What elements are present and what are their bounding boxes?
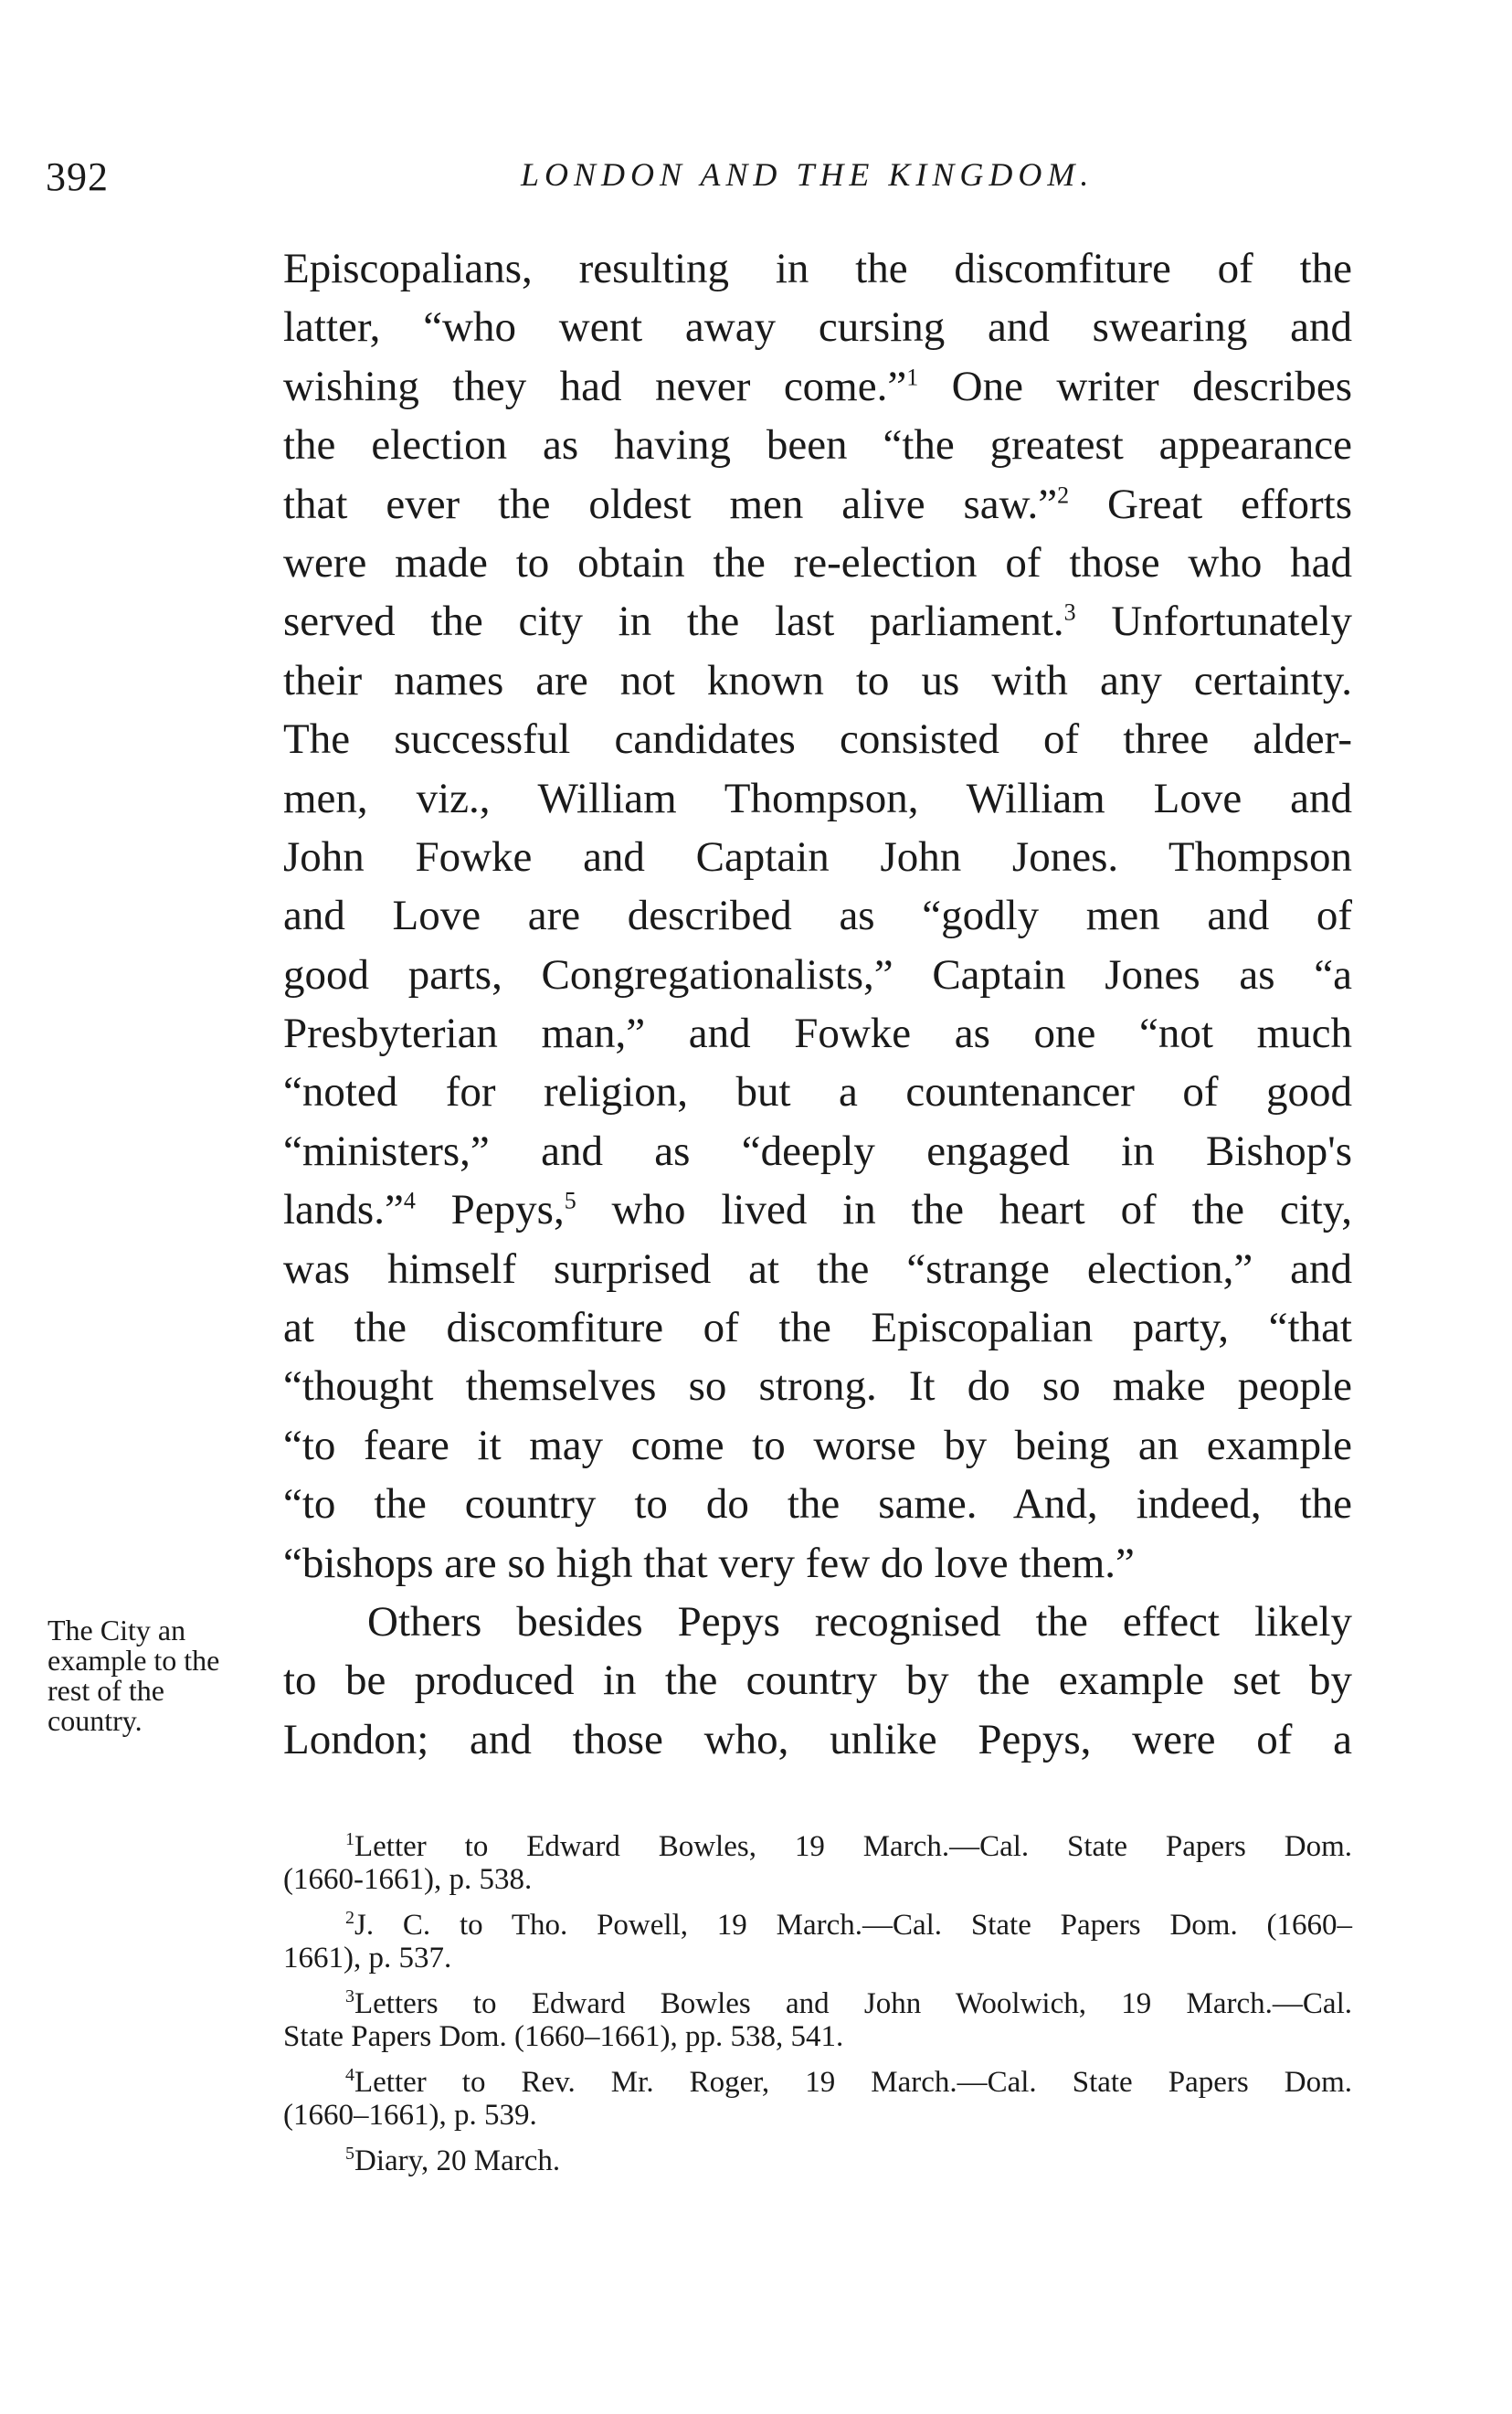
footnote-mark: 4 bbox=[345, 2065, 354, 2085]
text-line: men, viz., William Thompson, William Love and bbox=[283, 774, 1352, 822]
text-line: “ministers,” and as “deeply engaged in Bishop's bbox=[283, 1127, 1352, 1175]
footnote-ref: 5 bbox=[564, 1187, 576, 1214]
footnote-ref: 1 bbox=[906, 364, 919, 391]
footnote: $^1$Letter to Edward Bowles, 19 March.—Cal. State Papers Dom. (1660-1661), p. 538. bbox=[283, 1829, 1352, 1896]
footnote-ref: 2 bbox=[1057, 481, 1070, 508]
text-line: the election as having been “the greatest appearance bbox=[283, 421, 1352, 470]
footnote: $^4$Letter to Rev. Mr. Roger, 19 March.—Cal. State Papers Dom. (1660–1661), p. 539. bbox=[283, 2065, 1352, 2132]
text-line: served the city in the last parliament.$^3$ Unfortunately bbox=[283, 598, 1353, 646]
text-line: “to feare it may come to worse by being an example bbox=[283, 1421, 1352, 1469]
text-line: Episcopalians, resulting in the discomfiture of the bbox=[283, 245, 1352, 292]
text-line: “to the country to do the same. And, indeed, the bbox=[283, 1480, 1352, 1529]
body-text bbox=[283, 239, 1352, 1769]
footnote: $^2$J. C. to Tho. Powell, 19 March.—Cal. State Papers Dom. (1660– 1661), p. 537. bbox=[283, 1908, 1352, 1975]
running-head: LONDON AND THE KINGDOM. bbox=[521, 156, 1094, 193]
text-line: latter, “who went away cursing and swearing and bbox=[283, 303, 1352, 352]
text-line: “thought themselves so strong. It do so make people bbox=[283, 1362, 1352, 1411]
footnote-mark: 3 bbox=[345, 1986, 354, 2006]
text-line: “noted for religion, but a countenancer of good bbox=[283, 1068, 1352, 1117]
footnote-mark: 2 bbox=[345, 1908, 354, 1928]
text-line: Presbyterian man,” and Fowke as one “not much bbox=[283, 1010, 1352, 1058]
text-line: at the discomfiture of the Episcopalian party, “that bbox=[283, 1304, 1352, 1352]
text-line: Others besides Pepys recognised the effect likely bbox=[367, 1597, 1352, 1646]
footnotes bbox=[283, 1830, 1352, 2190]
text-line: The successful candidates consisted of three alder- bbox=[283, 715, 1352, 764]
text-line: their names are not known to us with any certainty. bbox=[283, 656, 1352, 704]
margin-note: The City an example to the rest of the country. bbox=[48, 1614, 220, 1737]
text-line: and Love are described as “godly men and of bbox=[283, 892, 1352, 940]
text-line: that ever the oldest men alive saw.”$^2$ Great efforts bbox=[283, 480, 1352, 528]
page-number: 392 bbox=[46, 154, 109, 199]
text-line: London; and those who, unlike Pepys, were of a bbox=[283, 1715, 1352, 1763]
footnote-mark: 5 bbox=[345, 2144, 354, 2164]
text-line: John Fowke and Captain John Jones. Thompson bbox=[283, 832, 1352, 881]
text-line: to be produced in the country by the example set by bbox=[283, 1657, 1352, 1705]
footnote-mark: 1 bbox=[345, 1829, 354, 1849]
page-header bbox=[46, 154, 1352, 208]
text-line: were made to obtain the re-election of those who had bbox=[283, 538, 1352, 587]
footnote: $^5$Diary, 20 March. bbox=[345, 2144, 561, 2177]
footnote: $^3$Letters to Edward Bowles and John Woolwich, 19 March.—Cal. State Papers Dom. (1660–1661), pp. 538, 541. bbox=[283, 1986, 1352, 2053]
text-line: “bishops are so high that very few do love them.” bbox=[283, 1539, 1135, 1587]
text-line: wishing they had never come.”$^1$ One writer describes bbox=[283, 362, 1352, 410]
text-line: good parts, Congregationalists,” Captain Jones as “a bbox=[283, 950, 1352, 999]
text-line: lands.”$^4$ Pepys,$^5$ who lived in the heart of the city, bbox=[283, 1186, 1352, 1234]
footnote-ref: 3 bbox=[1063, 598, 1076, 626]
footnote-ref: 4 bbox=[403, 1187, 416, 1214]
text-line: was himself surprised at the “strange election,” and bbox=[283, 1244, 1352, 1293]
